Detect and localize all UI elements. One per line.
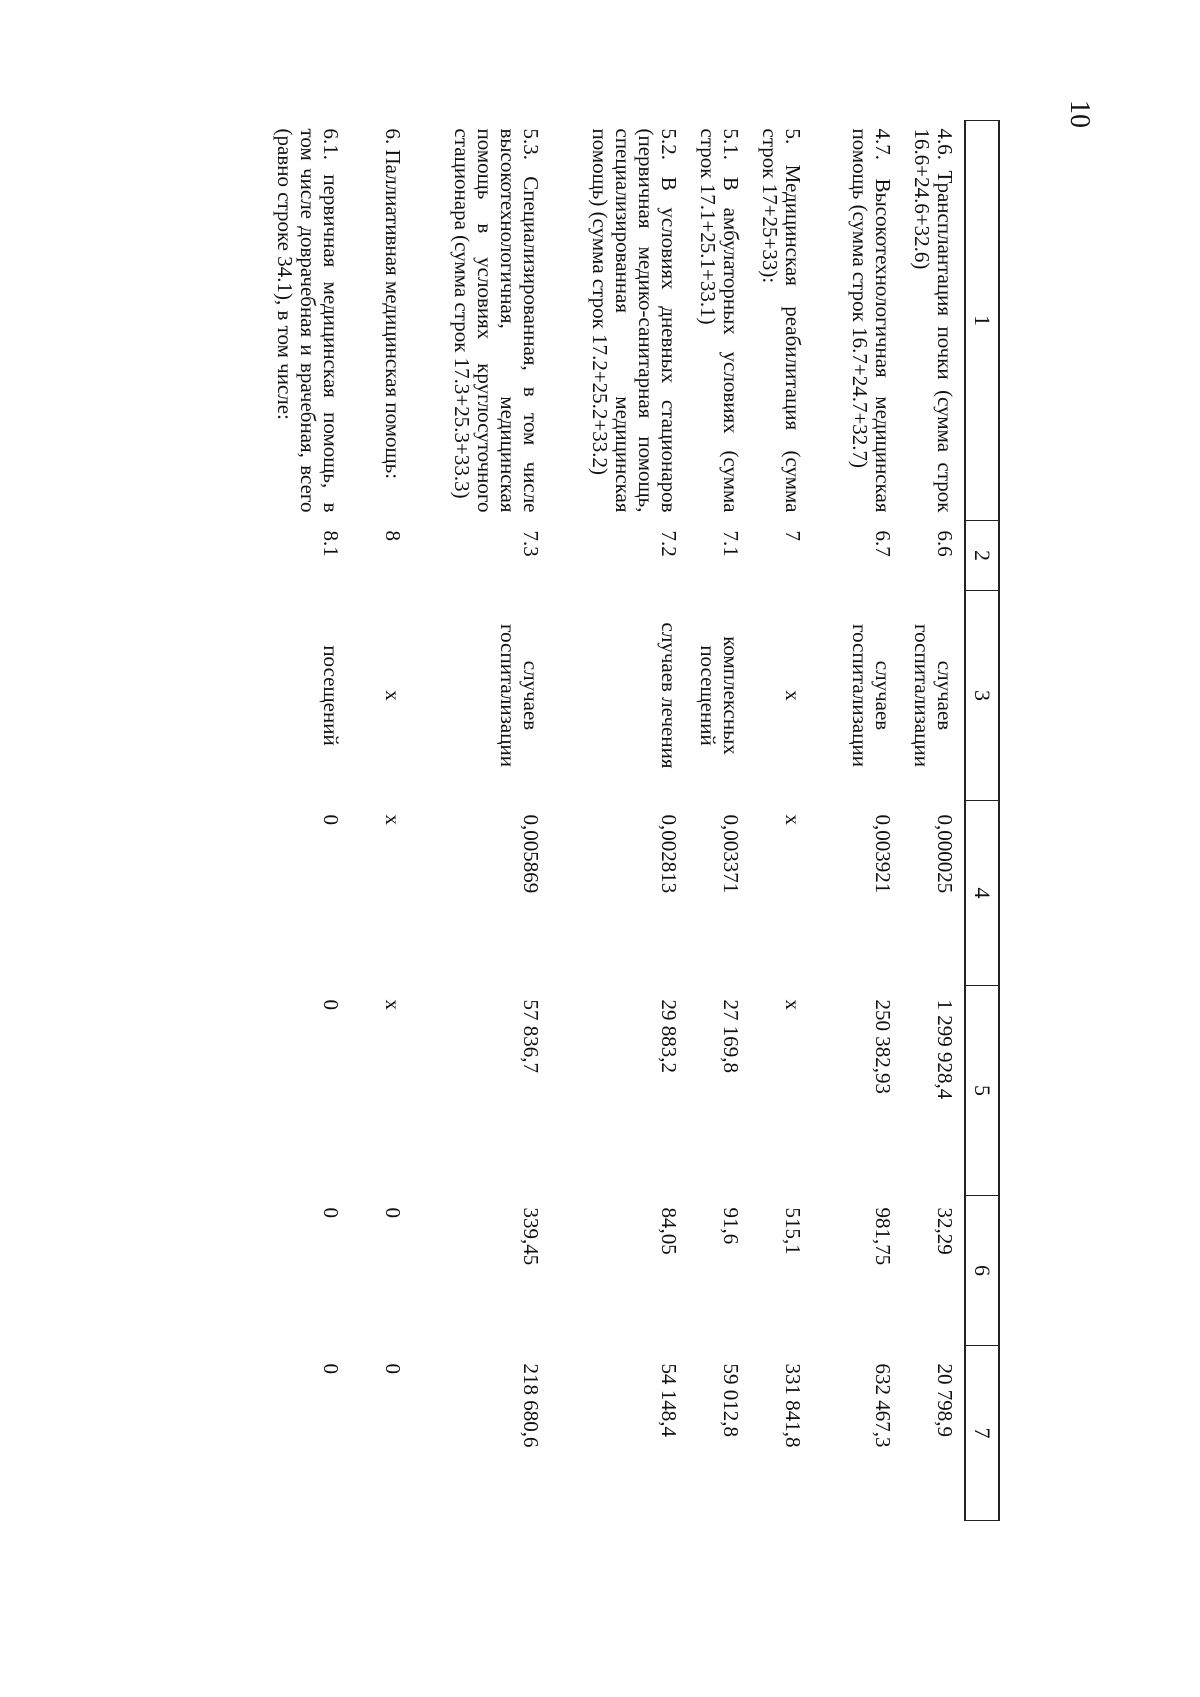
column-header-3: 3 xyxy=(965,591,999,801)
table-row xyxy=(812,121,902,1521)
row-value-6: 32,29 xyxy=(933,1207,957,1255)
row-value-6: 0 xyxy=(319,1207,343,1218)
row-unit: случаев госпитализации xyxy=(496,624,543,767)
row-unit: комплексных посещений xyxy=(696,636,743,755)
column-header-7: 7 xyxy=(965,1346,999,1521)
row-name: 6. Паллиативная медицинская помощь: xyxy=(381,128,405,480)
row-name: 6.1. первичная медицинская помощь, в том числе доврачебная и врачебная, всего (равно строке 34.1), в том числе: xyxy=(273,128,343,513)
column-header-6: 6 xyxy=(965,1196,999,1346)
row-value-6: 339,45 xyxy=(519,1207,543,1266)
row-value-7: 20 798,9 xyxy=(933,1363,957,1437)
row-value-5: 29 883,2 xyxy=(657,999,681,1073)
row-unit: случаев госпитализации xyxy=(910,624,957,767)
table-row xyxy=(240,121,350,1521)
row-value-6: 515,1 xyxy=(781,1207,805,1255)
row-value-4: 0 xyxy=(319,814,343,825)
row-value-6: 981,75 xyxy=(871,1207,895,1266)
row-code: 6.6 xyxy=(933,530,957,557)
row-value-4: х xyxy=(381,814,405,825)
column-header-5: 5 xyxy=(965,986,999,1196)
table-row xyxy=(902,121,965,1521)
row-code: 8.1 xyxy=(319,530,343,557)
row-name: 4.6. Трансплантация почки (сумма строк 16.6+24.6+32.6) xyxy=(910,128,957,513)
row-value-5: 1 299 928,4 xyxy=(933,999,957,1100)
column-header-1: 1 xyxy=(965,121,999,521)
column-header-4: 4 xyxy=(965,801,999,986)
table-row xyxy=(750,121,812,1521)
row-code: 7.2 xyxy=(657,530,681,557)
table-row xyxy=(688,121,750,1521)
row-value-4: 0,003921 xyxy=(871,814,895,894)
row-code: 6.7 xyxy=(871,530,895,557)
row-value-7: 0 xyxy=(319,1363,343,1374)
table-row xyxy=(550,121,688,1521)
row-code: 7.3 xyxy=(519,530,543,557)
column-header-2: 2 xyxy=(965,521,999,591)
row-value-5: 57 836,7 xyxy=(519,999,543,1073)
header-row xyxy=(965,121,999,1521)
row-value-4: 0,000025 xyxy=(933,814,957,894)
row-code: 7 xyxy=(781,530,805,541)
row-value-7: 54 148,4 xyxy=(657,1363,681,1437)
row-value-5: х xyxy=(781,999,805,1010)
data-table xyxy=(240,120,1000,1521)
row-value-7: 59 012,8 xyxy=(719,1363,743,1437)
row-name: 5.1. В амбулаторных условиях (сумма строк 17.1+25.1+33.1) xyxy=(696,128,743,513)
table-row xyxy=(412,121,550,1521)
row-value-6: 91,6 xyxy=(719,1207,743,1245)
row-value-7: 331 841,8 xyxy=(781,1363,805,1448)
row-unit: посещений xyxy=(319,645,343,746)
table-row xyxy=(350,121,412,1521)
row-name: 5.2. В условиях дневных стационаров (первичная медико-санитарная помощь, специализированная медицинская помощь) (сумма строк 17.2+25.2+33.2) xyxy=(588,128,681,513)
row-value-6: 0 xyxy=(381,1207,405,1218)
row-value-7: 0 xyxy=(381,1363,405,1374)
row-value-7: 218 680,6 xyxy=(519,1363,543,1448)
row-value-5: 0 xyxy=(319,999,343,1010)
row-unit: случаев лечения xyxy=(657,622,681,769)
row-code: 8 xyxy=(381,530,405,541)
row-value-7: 632 467,3 xyxy=(871,1363,895,1448)
row-name: 4.7. Высокотехнологичная медицинская помощь (сумма строк 16.7+24.7+32.7) xyxy=(848,128,895,513)
row-unit: х xyxy=(781,690,805,701)
row-value-6: 84,05 xyxy=(657,1207,681,1255)
row-name: 5. Медицинская реабилитация (сумма строк 17+25+33): xyxy=(758,128,805,513)
row-value-4: 0,003371 xyxy=(719,814,743,894)
row-value-5: х xyxy=(381,999,405,1010)
row-name: 5.3. Специализированная, в том числе высокотехнологичная, медицинская помощь в условиях круглосуточного стационара (сумма строк 17.3+25.3+33.3) xyxy=(450,128,543,513)
row-value-4: 0,002813 xyxy=(657,814,681,894)
row-unit: случаев госпитализации xyxy=(848,624,895,767)
row-value-4: х xyxy=(781,814,805,825)
rotated-table-container xyxy=(195,120,1000,1520)
row-value-5: 250 382,93 xyxy=(871,999,895,1094)
row-unit: х xyxy=(381,690,405,701)
page-number: 10 xyxy=(1064,100,1095,128)
row-value-5: 27 169,8 xyxy=(719,999,743,1073)
row-value-4: 0,005869 xyxy=(519,814,543,894)
row-code: 7.1 xyxy=(719,530,743,557)
